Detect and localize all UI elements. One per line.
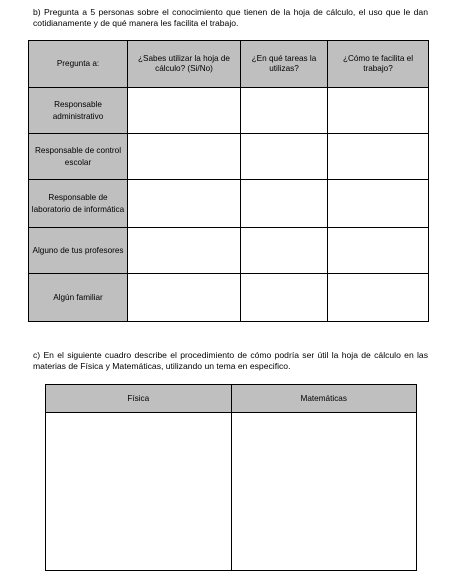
answer-cell[interactable] [128,274,241,322]
matematicas-answer-cell[interactable] [231,413,417,571]
row-label: Responsable administrativo [29,88,128,134]
answer-cell[interactable] [241,228,328,274]
table-row [29,134,429,180]
table-row [29,228,429,274]
table-row [46,413,417,571]
table-row [29,180,429,228]
answer-cell[interactable] [128,180,241,228]
answer-cell[interactable] [328,88,429,134]
header-tareas: ¿En qué tareas la utilizas? [241,41,328,88]
answer-cell[interactable] [328,134,429,180]
instruction-c [33,350,428,371]
header-matematicas: Matemáticas [231,385,417,413]
survey-table [28,40,429,322]
row-label: Algún familiar [29,274,128,322]
answer-cell[interactable] [241,180,328,228]
survey-header-row [29,41,429,88]
answer-cell[interactable] [241,274,328,322]
header-fisica: Física [46,385,232,413]
answer-cell[interactable] [328,180,429,228]
subjects-header-row [46,385,417,413]
answer-cell[interactable] [241,134,328,180]
subjects-table [45,384,417,571]
header-pregunta: Pregunta a: [29,41,128,88]
answer-cell[interactable] [328,228,429,274]
answer-cell[interactable] [328,274,429,322]
row-label: Responsable de laboratorio de informática [29,180,128,228]
answer-cell[interactable] [128,88,241,134]
table-row [29,88,429,134]
fisica-answer-cell[interactable] [46,413,232,571]
table-row [29,274,429,322]
instruction-c-text: c) En el siguiente cuadro describe el procedimiento de cómo podría ser útil la hoja de cálculo en las materias de Física y Matemáticas, utilizando un tema en especifico. [33,350,428,371]
row-label: Alguno de tus profesores [29,228,128,274]
header-sabes-utilizar: ¿Sabes utilizar la hoja de cálculo? (Si/No) [128,41,241,88]
header-facilita: ¿Cómo te facilita el trabajo? [328,41,429,88]
answer-cell[interactable] [128,228,241,274]
instruction-b [33,7,428,28]
answer-cell[interactable] [128,134,241,180]
instruction-b-text: b) Pregunta a 5 personas sobre el conocimiento que tienen de la hoja de cálculo, el uso que le dan cotidianamente y de qué manera les facilita el trabajo. [33,7,428,28]
answer-cell[interactable] [241,88,328,134]
row-label: Responsable de control escolar [29,134,128,180]
